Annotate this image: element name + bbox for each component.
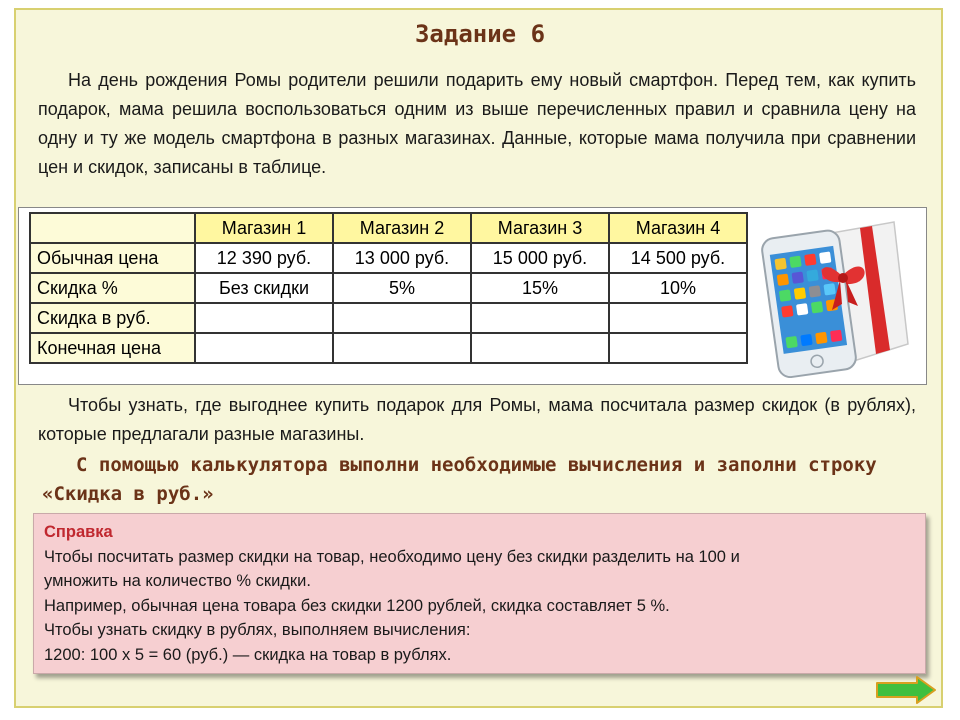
instruction-text-content: С помощью калькулятора выполни необходимые вычисления и заполни строку «Скидка в руб.» <box>42 454 877 505</box>
reference-line: Чтобы посчитать размер скидки на товар, необходимо цену без скидки разделить на 100 и <box>44 547 740 566</box>
row-header: Скидка % <box>30 273 195 303</box>
discount-rub-input-cell[interactable] <box>333 303 471 333</box>
discount-rub-input-cell[interactable] <box>609 303 747 333</box>
table-cell: 15 000 руб. <box>471 243 609 273</box>
final-price-input-cell[interactable] <box>195 333 333 363</box>
discount-rub-input-cell[interactable] <box>471 303 609 333</box>
next-arrow-icon[interactable] <box>875 676 937 704</box>
table-corner-cell <box>30 213 195 243</box>
table-cell: 15% <box>471 273 609 303</box>
column-header-store-1: Магазин 1 <box>195 213 333 243</box>
table-cell: 10% <box>609 273 747 303</box>
table-header-row <box>30 213 747 243</box>
row-header: Скидка в руб. <box>30 303 195 333</box>
reference-box <box>33 513 926 674</box>
final-price-input-cell[interactable] <box>471 333 609 363</box>
task-description <box>38 66 916 182</box>
task-title: Задание 6 <box>414 20 546 48</box>
final-price-input-cell[interactable] <box>609 333 747 363</box>
column-header-store-2: Магазин 2 <box>333 213 471 243</box>
table-row-discount-percent <box>30 273 747 303</box>
row-header: Конечная цена <box>30 333 195 363</box>
row-header: Обычная цена <box>30 243 195 273</box>
reference-line: Чтобы узнать скидку в рублях, выполняем вычисления: <box>44 621 471 639</box>
explanation-text-content: Чтобы узнать, где выгоднее купить подарок для Ромы, мама посчитала размер скидок (в рублях), которые предлагали разные магазины. <box>38 395 916 444</box>
task-description-text: На день рождения Ромы родители решили подарить ему новый смартфон. Перед тем, как купить подарок, мама решила воспользоваться одним из выше перечисленных правил и сравнила цену на одну и ту же модель смартфона в разных магазинах. Данные, которые мама получила при сравнении цен и скидок, записаны в таблице. <box>38 70 916 177</box>
reference-line: умножить на количество % скидки. <box>44 572 311 590</box>
column-header-store-4: Магазин 4 <box>609 213 747 243</box>
table-cell: 13 000 руб. <box>333 243 471 273</box>
price-table-area <box>18 207 927 385</box>
reference-line: 1200: 100 х 5 = 60 (руб.) — скидка на товар в рублях. <box>44 645 452 664</box>
reference-title: Справка <box>44 523 113 541</box>
table-cell: 5% <box>333 273 471 303</box>
smartphone-gift-icon <box>748 214 916 378</box>
instruction-text <box>42 451 912 509</box>
table-row-discount-rub <box>30 303 747 333</box>
explanation-text <box>38 391 916 449</box>
table-row-final-price <box>30 333 747 363</box>
final-price-input-cell[interactable] <box>333 333 471 363</box>
table-row-regular-price <box>30 243 747 273</box>
discount-rub-input-cell[interactable] <box>195 303 333 333</box>
reference-line: Например, обычная цена товара без скидки 1200 рублей, скидка составляет 5 %. <box>44 596 670 615</box>
table-cell: Без скидки <box>195 273 333 303</box>
table-cell: 14 500 руб. <box>609 243 747 273</box>
column-header-store-3: Магазин 3 <box>471 213 609 243</box>
table-cell: 12 390 руб. <box>195 243 333 273</box>
price-table <box>29 212 748 364</box>
